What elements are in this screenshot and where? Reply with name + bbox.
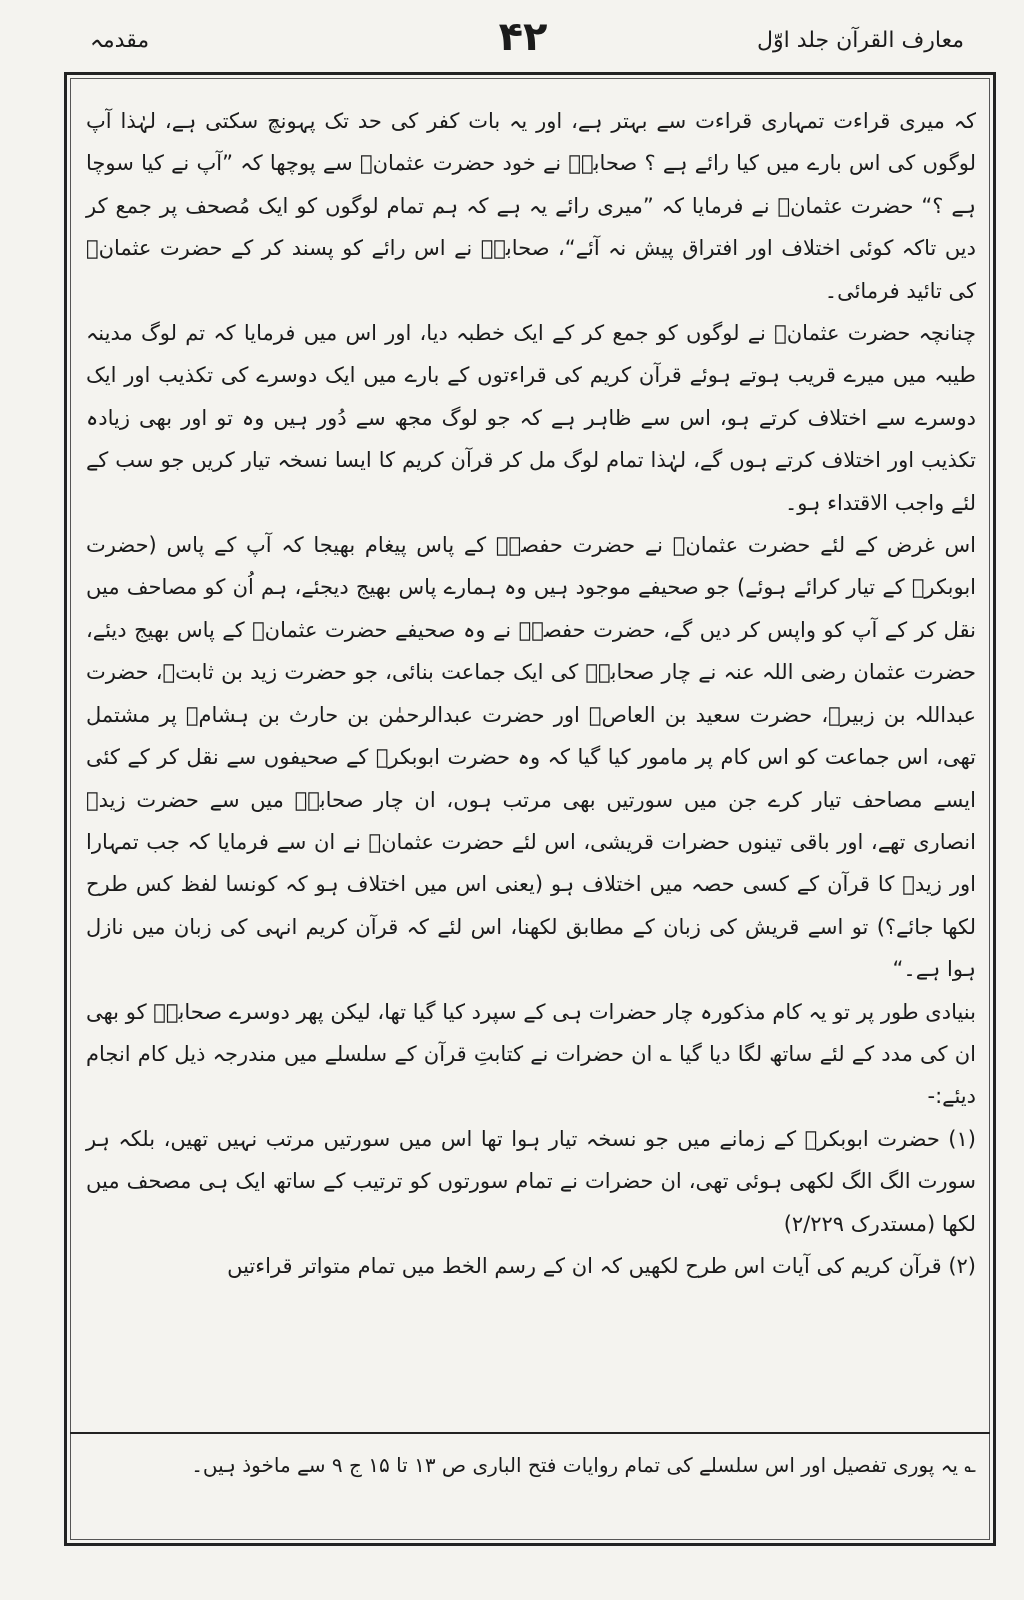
page-number: ۴۲ bbox=[498, 14, 548, 60]
page-header bbox=[62, 14, 984, 74]
main-text bbox=[86, 100, 976, 1287]
paragraph-3: اس غرض کے لئے حضرت عثمانؓ نے حضرت حفصہؓ کے پاس پیغام بھیجا کہ آپ کے پاس (حضرت ابوبکرؓ کے تیار کرائے ہوئے) جو صحیفے موجود ہیں وہ ہمارے پاس بھیج دیجئے، ہم اُن کو مصاحف میں نقل کر کے آپ کو واپس کر دیں گے، حضرت حفصہؓ نے وہ صحیفے حضرت عثمانؓ کے پاس بھیج دیئے، حضرت عثمان رضی اللہ عنہ نے چار صحابہؓ کی ایک جماعت بنائی، جو حضرت زید بن ثابتؓ، حضرت عبداللہ بن زبیرؓ، حضرت سعید بن العاصؓ اور حضرت عبدالرحمٰن بن حارث بن ہشامؓ پر مشتمل تھی، اس جماعت کو اس کام پر مامور کیا گیا کہ وہ حضرت ابوبکرؓ کے صحیفوں سے نقل کر کے کئی ایسے مصاحف تیار کرے جن میں سورتیں بھی مرتب ہوں، ان چار صحابہؓ میں سے حضرت زیدؓ انصاری تھے، اور باقی تینوں حضرات قریشی، اس لئے حضرت عثمانؓ نے ان سے فرمایا کہ جب تمہارا اور زیدؓ کا قرآن کے کسی حصہ میں اختلاف ہو (یعنی اس میں اختلاف ہو کہ کونسا لفظ کس طرح لکھا جائے؟) تو اسے قریش کی زبان کے مطابق لکھنا، اس لئے کہ قرآن کریم انہی کی زبان میں نازل ہوا ہے۔“ bbox=[86, 533, 976, 982]
paragraph-1: کہ میری قراءت تمہاری قراءت سے بہتر ہے، اور یہ بات کفر کی حد تک پہونچ سکتی ہے، لہٰذا آپ لوگوں کی اس بارے میں کیا رائے ہے ؟ صحابہؓ نے خود حضرت عثمانؓ سے پوچھا کہ ”آپ نے کیا سوچا ہے ؟“ حضرت عثمانؓ نے فرمایا کہ ”میری رائے یہ ہے کہ ہم تمام لوگوں کو ایک مُصحف پر جمع کر دیں تاکہ کوئی اختلاف اور افتراق پیش نہ آئے“، صحابہؓ نے اس رائے کو پسند کر کے حضرت عثمانؓ کی تائید فرمائی۔ bbox=[86, 109, 976, 303]
footnote: ؎ یہ پوری تفصیل اور اس سلسلے کی تمام روایات فتح الباری ص ۱۳ تا ۱۵ ج ۹ سے ماخوذ ہیں۔ bbox=[191, 1453, 976, 1477]
book-title: معارف القرآن جلد اوّل bbox=[756, 28, 964, 53]
list-item-1: (۱) حضرت ابوبکرؓ کے زمانے میں جو نسخہ تیار ہوا تھا اس میں سورتیں مرتب نہیں تھیں، بلکہ ہر سورت الگ الگ لکھی ہوئی تھی، ان حضرات نے تمام سورتوں کو ترتیب کے ساتھ ایک ہی مصحف میں لکھا (مستدرک ۲/۲۲۹) bbox=[86, 1126, 976, 1236]
list-item-2: (۲) قرآن کریم کی آیات اس طرح لکھیں کہ ان کے رسم الخط میں تمام متواتر قراءتیں bbox=[227, 1253, 976, 1278]
section-title: مقدمہ bbox=[90, 28, 150, 53]
paragraph-4: بنیادی طور پر تو یہ کام مذکورہ چار حضرات ہی کے سپرد کیا گیا تھا، لیکن پھر دوسرے صحابہؓ کو بھی ان کی مدد کے لئے ساتھ لگا دیا گیا ؎ ان حضرات نے کتابتِ قرآن کے سلسلے میں مندرجہ ذیل کام انجام دیئے:- bbox=[86, 999, 976, 1109]
paragraph-2: چنانچہ حضرت عثمانؓ نے لوگوں کو جمع کر کے ایک خطبہ دیا، اور اس میں فرمایا کہ تم لوگ مدینہ طیبہ میں میرے قریب ہوتے ہوئے قرآن کریم کی قراءتوں کے بارے میں ایک دوسرے کی تکذیب اور ایک دوسرے سے اختلاف کرتے ہو، اس سے ظاہر ہے کہ جو لوگ مجھ سے دُور ہیں وہ تو اور بھی زیادہ تکذیب اور اختلاف کرتے ہوں گے، لہٰذا تمام لوگ مل کر قرآن کریم کا ایسا نسخہ تیار کریں جو سب کے لئے واجب الاقتداء ہو۔ bbox=[86, 321, 976, 515]
footnote-divider bbox=[70, 1432, 990, 1434]
